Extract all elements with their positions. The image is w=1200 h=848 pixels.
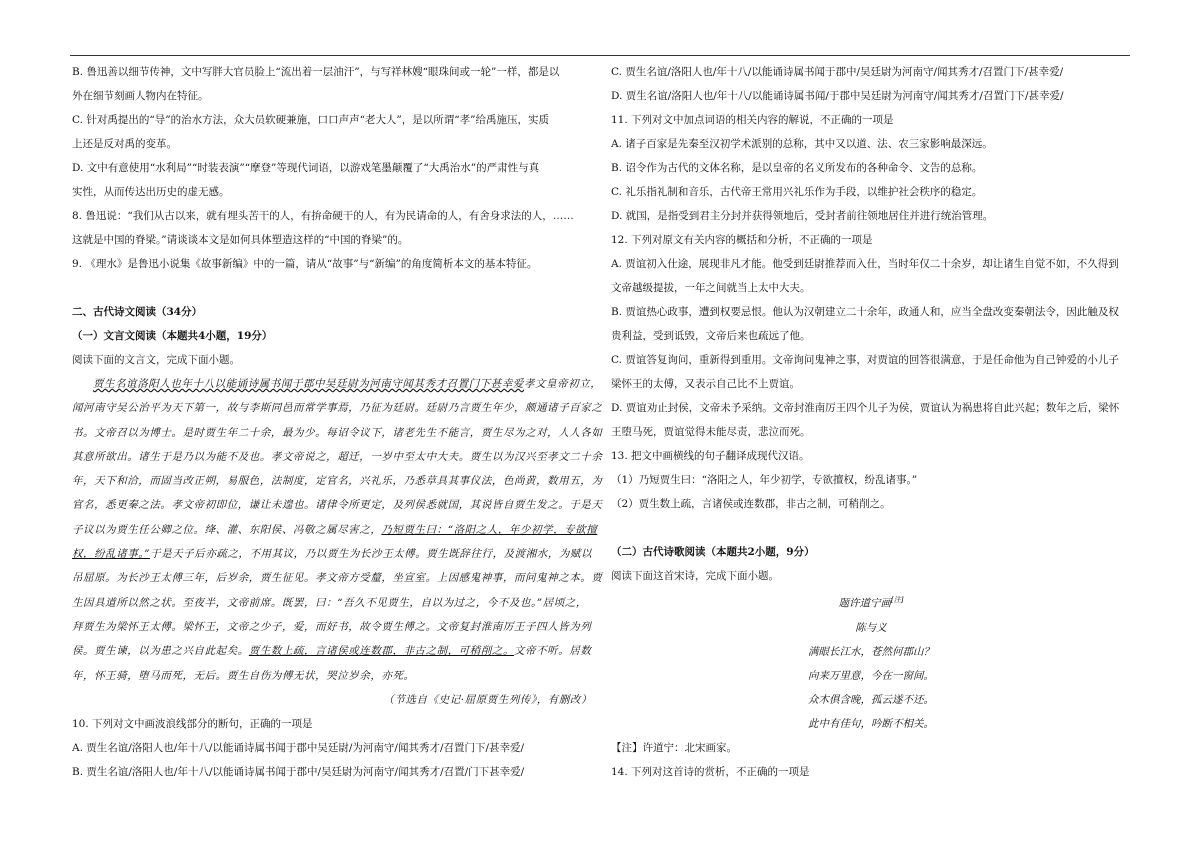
instruction: 阅读下面的文言文，完成下面小题。	[72, 354, 240, 366]
sub-question-2: （2）贾生数上疏，言诸侯或连数郡，非古之制，可稍削之。	[611, 498, 891, 510]
subsection-heading: （一）文言文阅读（本题共4小题，19分）	[72, 330, 273, 342]
option-d: D. 就国，是指受到君主分封并获得领地后，受封者前往领地居住并进行统治管理。	[611, 210, 994, 222]
sub-question-1: （1）乃短贾生曰：“洛阳之人，年少初学，专欲擅权，纷乱诸事。”	[611, 474, 918, 486]
wavy-underlined-text: 贾生名谊洛阳人也年十八以能诵诗属书闻于郡中吴廷尉为河南守闻其秀才召置门下甚幸爱	[93, 378, 524, 390]
passage-line: 年，怀王骑，堕马而死，无后。贾生自伤为傅无状，哭泣岁余，亦死。	[72, 669, 415, 682]
underlined-sentence-2: 贾生数上疏，言诸侯或连数郡，非古之制，可稍削之。	[248, 645, 515, 658]
poem-title	[611, 588, 1131, 616]
passage-text: 侯。贾生谏，以为患之兴自此起矣。	[72, 645, 249, 658]
text-line: B. 鲁迅善以细节传神，文中写胖大官员脸上“流出着一层油汗”，与写祥林嫂“眼珠间或一轮”一样，都是以	[72, 66, 560, 78]
passage-line: 拜贾生为梁怀王太傅。梁怀王，文帝之少子，爱，而好书，故令贾生傅之。文帝复封淮南厉王子四人皆为列	[72, 620, 592, 633]
header-rule	[70, 55, 1130, 56]
poem-line: 众木俱含晚，孤云遂不还。	[808, 693, 934, 706]
right-column	[611, 60, 1131, 784]
question-14: 14. 下列对这首诗的赏析，不正确的一项是	[611, 765, 810, 778]
question-11: 11. 下列对文中加点词语的相关内容的解说，不正确的一项是	[611, 114, 894, 126]
text-line: 实性，从而传达出历史的虚无感。	[72, 186, 230, 198]
text-line: 外在细节刻画人物内在特征。	[72, 90, 209, 102]
option-a: A. 诸子百家是先秦至汉初学术派别的总称，其中又以道、法、农三家影响最深远。	[611, 138, 993, 150]
poem-line: 满眼长江水，苍然何郡山？	[808, 645, 934, 658]
option-c: C. 贾谊答复询问，重新得到重用。文帝询问鬼神之事，对贾谊的回答很满意，于是任命他为自己钟爱的小儿子	[611, 354, 1119, 366]
passage-text: 孝文皇帝初立，	[523, 378, 602, 390]
option-c: C. 礼乐指礼制和音乐，古代帝王常用兴礼乐作为手段，以维护社会秩序的稳定。	[611, 186, 983, 198]
passage-line: 生因具道所以然之状。至夜半，文帝前席。既罢，曰：“吾久不见贾生，自以为过之，今不及也。”居顷之，	[72, 596, 587, 609]
text-line: D. 文中有意使用“水利局”“时装表演”“摩登”等现代词语，以游戏笔墨颠覆了“大禹治水”的严肃性与真	[72, 162, 540, 174]
text-line: 这就是中国的脊梁。”请谈谈本文是如何具体塑造这样的“中国的脊梁”的。	[72, 234, 409, 246]
passage-text: 于是天子后亦疏之，不用其议，乃以贾生为长沙王太傅。贾生既辞往行，及渡湘水，为赋以	[150, 548, 593, 561]
passage-line: 其意所欲出。诸生于是乃以为能不及也。孝文帝说之，超迁，一岁中至太中大夫。贾生以为汉兴至孝文二十余	[72, 450, 603, 463]
instruction: 阅读下面这首宋诗，完成下面小题。	[611, 570, 779, 582]
underlined-sentence-1-cont: 权，纷乱诸事。”	[72, 548, 151, 561]
text-line: 梁怀王的太傅，又表示自己比不上贾谊。	[611, 378, 800, 390]
note-marker: [注]	[891, 596, 904, 604]
subsection-heading: （二）古代诗歌阅读（本题共2小题，9分）	[611, 546, 815, 558]
passage-text: 文帝不听。居数	[514, 645, 592, 658]
option-b: B. 贾生名谊/洛阳人也/年十八/以能诵诗属书闻于郡中/吴廷尉为河南守/闻其秀才/召置/门下甚幸爱/	[72, 766, 525, 779]
text-line: 文帝越级提拔，一年之间就当上太中大夫。	[611, 282, 811, 294]
question-12: 12. 下列对原文有关内容的概括和分析，不正确的一项是	[611, 234, 873, 246]
option-b: B. 贾谊热心政事，遭到权要忌恨。他认为汉朝建立二十余年，政通人和，应当全盘改变秦朝法令，因此触及权	[611, 306, 1119, 318]
poem-title-text: 题许道宁画	[838, 597, 892, 610]
text-line: 王堕马死，贾谊觉得未能尽责，悲泣而死。	[611, 426, 811, 438]
passage-line: 吊屈原。为长沙王太傅三年，后岁余，贾生征见。孝文帝方受釐，坐宣室。上因感鬼神事，而问鬼神之本。贾	[72, 572, 603, 585]
passage-line: 书。文帝召以为博士。是时贾生年二十余，最为少。每诏令议下，诸老先生不能言，贾生尽为之对，人人各如	[72, 426, 603, 439]
option-d: D. 贾生名谊/洛阳人也/年十八/以能诵诗属书闻/于郡中吴廷尉为河南守/闻其秀才/召置门下/甚幸爱/	[611, 90, 1064, 102]
question-8: 8. 鲁迅说：“我们从古以来，就有埋头苦干的人，有拚命硬干的人，有为民请命的人，有舍身求法的人，……	[72, 210, 574, 222]
footnote: 【注】许道宁：北宋画家。	[611, 741, 737, 754]
poem-line: 向来万里意，今在一窗间。	[808, 669, 934, 682]
passage-line: 官名，悉更秦之法。孝文帝初即位，谦让未遑也。诸律令所更定，及列侯悉就国，其说皆自贾生发之。于是天	[72, 499, 603, 512]
classical-passage	[72, 372, 603, 712]
question-10: 10. 下列对文中画波浪线部分的断句，正确的一项是	[72, 718, 313, 731]
text-line: 贵利益，受到诋毁，文帝后来也疏远了他。	[611, 330, 811, 342]
question-9: 9. 《理水》是鲁迅小说集《故事新编》中的一篇，请从“故事”与“新编”的角度简析本文的基本特征。	[72, 258, 538, 270]
text-line: 上还是反对禹的变革。	[72, 138, 177, 150]
passage-line: 年，天下和洽，而固当改正朔，易服色，法制度，定官名，兴礼乐，乃悉草具其事仪法，色尚黄，数用五，为	[72, 475, 603, 488]
underlined-sentence-1: 乃短贾生曰：“洛阳之人，年少初学，专欲擅	[381, 523, 598, 536]
option-a: A. 贾谊初入仕途，展现非凡才能。他受到廷尉推荐而入仕，当时年仅二十余岁，却让诸生自觉不如，不久得到	[611, 258, 1119, 270]
section-heading: 二、古代诗文阅读（34分）	[72, 306, 203, 318]
text-line: C. 针对禹提出的“导”的治水方法，众大员软硬兼施，口口声声“老大人”，是以所谓“孝”给禹施压，实质	[72, 114, 550, 126]
option-a: A. 贾生名谊/洛阳人也/年十八/以能诵诗属书闻于郡中吴廷尉/为河南守/闻其秀才/召置门下/甚幸爱/	[72, 742, 525, 755]
source-citation: （节选自《史记·屈原贾生列传》，有删改）	[383, 693, 592, 706]
option-b: B. 诏令作为古代的文体名称，是以皇帝的名义所发布的各种命令、文告的总称。	[611, 162, 983, 174]
poem-author: 陈与义	[855, 621, 887, 634]
passage-line: 闻河南守吴公治平为天下第一，故与李斯同邑而常学事焉，乃征为廷尉。廷尉乃言贾生年少，颇通诸子百家之	[72, 402, 603, 415]
option-d: D. 贾谊劝止封侯，文帝未予采纳。文帝封淮南厉王四个儿子为侯，贾谊认为祸患将自此兴起；数年之后，梁怀	[611, 402, 1120, 414]
left-column	[72, 60, 603, 784]
question-13: 13. 把文中画横线的句子翻译成现代汉语。	[611, 450, 810, 462]
passage-text: 子议以为贾生任公卿之位。绛、灌、东阳侯、冯敬之属尽害之，	[72, 523, 382, 536]
option-c: C. 贾生名谊/洛阳人也/年十八/以能诵诗属书闻于郡中/吴廷尉为河南守/闻其秀才/召置门下/甚幸爱/	[611, 66, 1064, 78]
poem-line: 此中有佳句，吟断不相关。	[808, 717, 934, 730]
